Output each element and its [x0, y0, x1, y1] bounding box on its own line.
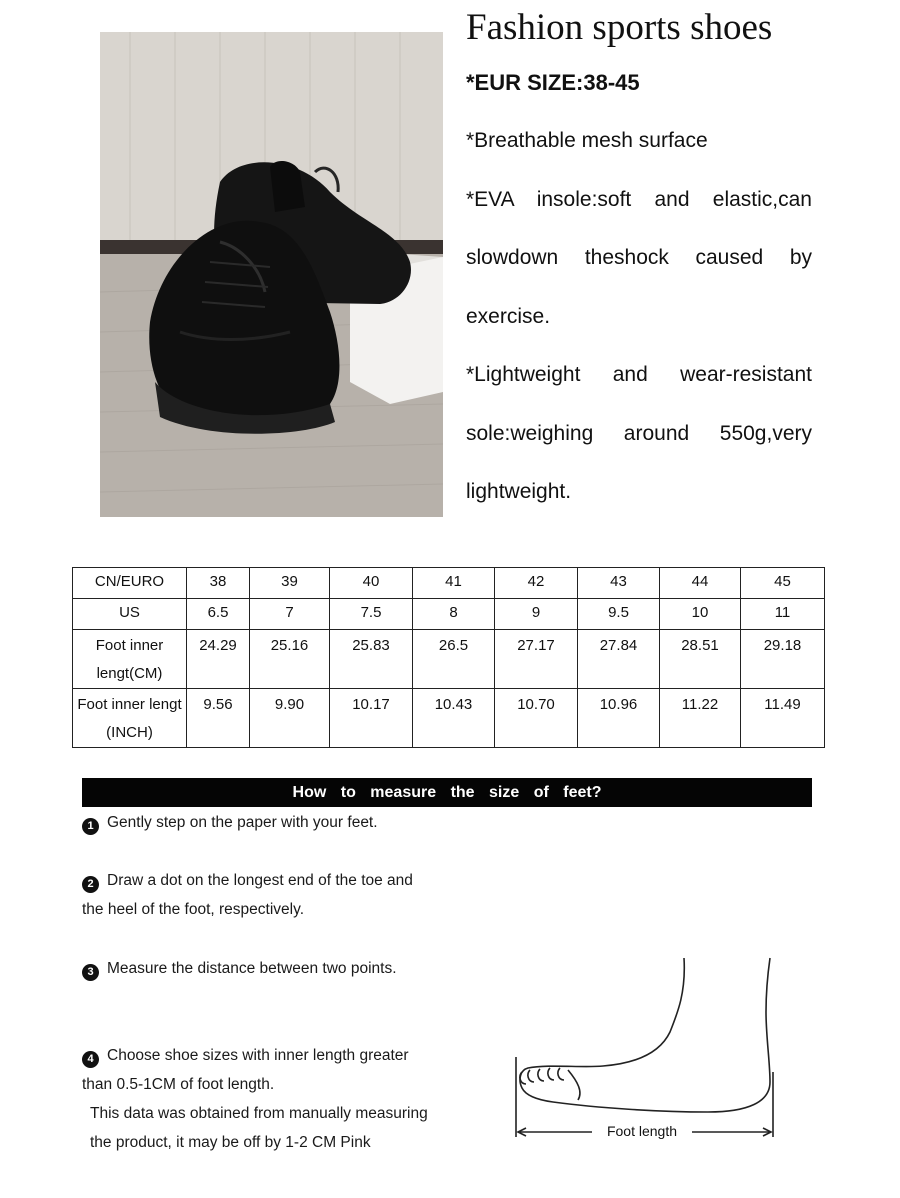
- table-row: [73, 599, 825, 630]
- table-cell: 8: [413, 599, 495, 630]
- step-2: [82, 866, 430, 924]
- size-header-row: [73, 568, 825, 599]
- table-cell: 11.22: [660, 689, 741, 748]
- table-cell: 11: [741, 599, 825, 630]
- foot-length-label: Foot length: [606, 1123, 678, 1139]
- table-cell: 7: [250, 599, 330, 630]
- table-cell: 10: [660, 599, 741, 630]
- table-cell: 27.17: [495, 630, 578, 689]
- table-cell: 41: [413, 568, 495, 599]
- table-cell: 29.18: [741, 630, 825, 689]
- table-cell: US: [73, 599, 187, 630]
- table-cell: CN/EURO: [73, 568, 187, 599]
- table-cell: 9.56: [187, 689, 250, 748]
- table-cell: 10.17: [330, 689, 413, 748]
- step-3: [82, 954, 430, 983]
- step-text: Draw a dot on the longest end of the toe and the heel of the foot, respectively.: [82, 872, 413, 918]
- number-badge-icon: 3: [82, 964, 99, 981]
- step-1: [82, 808, 430, 837]
- step-text: Measure the distance between two points.: [107, 960, 397, 977]
- table-cell: 42: [495, 568, 578, 599]
- foot-length-diagram: [508, 952, 788, 1152]
- table-cell: 10.96: [578, 689, 660, 748]
- table-cell: 10.43: [413, 689, 495, 748]
- table-cell: 27.84: [578, 630, 660, 689]
- table-cell: 9: [495, 599, 578, 630]
- size-chart-table: [72, 567, 825, 748]
- step-text: Gently step on the paper with your feet.: [107, 814, 378, 831]
- table-row: [73, 689, 825, 748]
- table-cell: 11.49: [741, 689, 825, 748]
- size-range: *EUR SIZE:38-45: [466, 70, 640, 95]
- table-cell: 38: [187, 568, 250, 599]
- number-badge-icon: 2: [82, 876, 99, 893]
- table-row: [73, 630, 825, 689]
- feature-breathable: *Breathable mesh surface: [466, 129, 708, 152]
- table-cell: 9.90: [250, 689, 330, 748]
- table-cell: 26.5: [413, 630, 495, 689]
- table-cell: 43: [578, 568, 660, 599]
- measurement-note: [82, 1099, 430, 1157]
- table-cell: 9.5: [578, 599, 660, 630]
- table-cell: Foot inner lengt (INCH): [73, 689, 187, 748]
- table-cell: 39: [250, 568, 330, 599]
- note-text: This data was obtained from manually measuring the product, it may be off by 1-2 CM Pink: [90, 1105, 428, 1151]
- measure-heading: How to measure the size of feet?: [82, 778, 812, 807]
- table-cell: 24.29: [187, 630, 250, 689]
- table-cell: 44: [660, 568, 741, 599]
- table-cell: 6.5: [187, 599, 250, 630]
- table-cell: 45: [741, 568, 825, 599]
- number-badge-icon: 1: [82, 818, 99, 835]
- feature-lightweight-sole: *Lightweight and wear-resistant sole:weighing around 550g,very lightweight.: [466, 363, 812, 503]
- feature-eva-insole: *EVA insole:soft and elastic,can slowdown theshock caused by exercise.: [466, 187, 812, 328]
- table-cell: Foot inner lengt(CM): [73, 630, 187, 689]
- step-4: [82, 1041, 430, 1099]
- table-cell: 25.16: [250, 630, 330, 689]
- step-text: Choose shoe sizes with inner length greater than 0.5-1CM of foot length.: [82, 1047, 409, 1093]
- product-title: Fashion sports shoes: [466, 7, 773, 48]
- table-cell: 7.5: [330, 599, 413, 630]
- table-cell: 10.70: [495, 689, 578, 748]
- table-cell: 40: [330, 568, 413, 599]
- feature-list: [466, 112, 812, 522]
- number-badge-icon: 4: [82, 1051, 99, 1068]
- product-photo: [100, 32, 443, 517]
- table-cell: 25.83: [330, 630, 413, 689]
- table-cell: 28.51: [660, 630, 741, 689]
